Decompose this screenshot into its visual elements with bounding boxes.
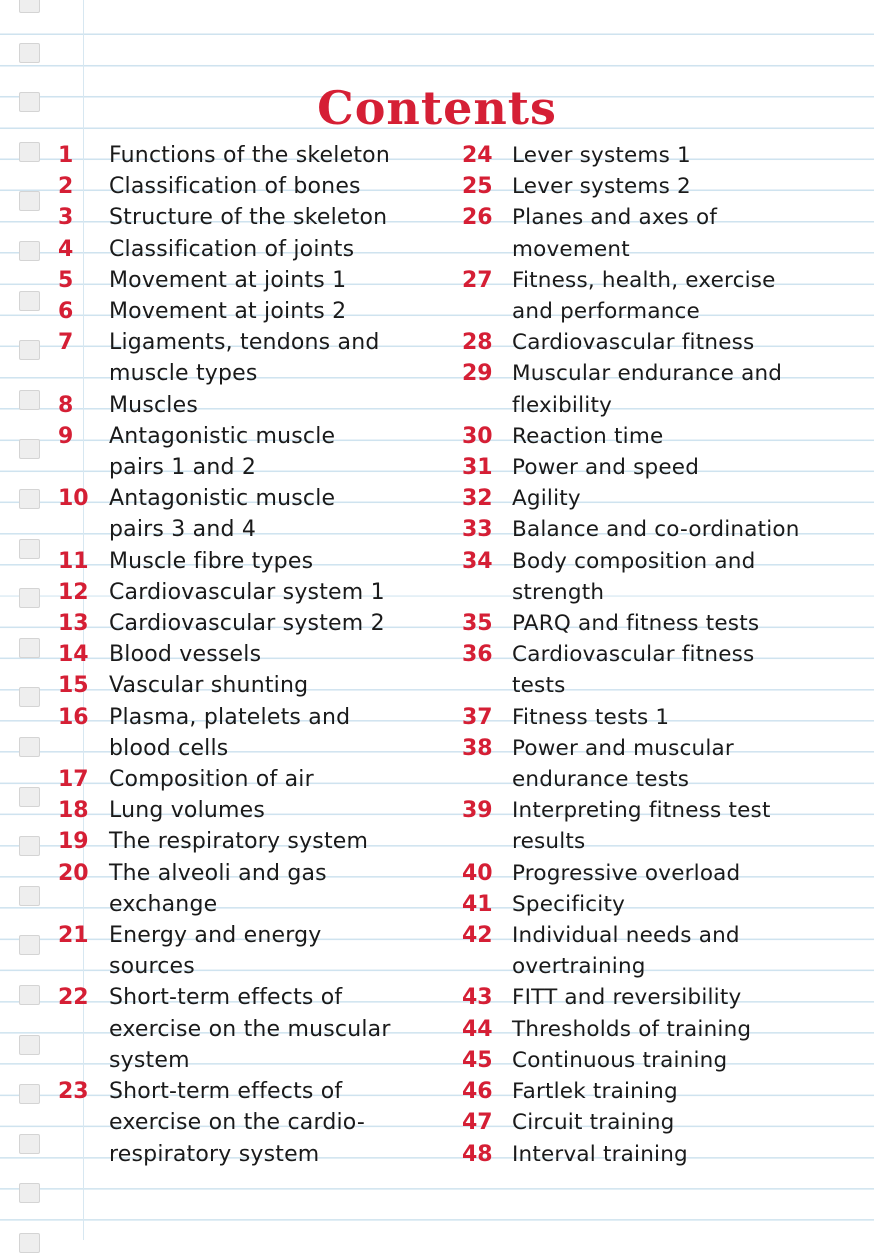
entry-number: 12 — [58, 579, 89, 605]
entry-title-line: Fitness, health, exercise — [512, 267, 776, 293]
entry-number: 3 — [58, 205, 74, 231]
entry-number: 40 — [462, 860, 493, 886]
binder-hole — [19, 687, 40, 707]
entry-title — [512, 265, 862, 327]
contents-entry — [462, 1139, 862, 1170]
entry-number: 18 — [58, 798, 89, 824]
contents-entry — [462, 327, 862, 358]
entry-title-line: Composition of air — [109, 767, 314, 793]
contents-entry — [58, 171, 438, 202]
entry-title — [512, 639, 862, 701]
entry-number: 45 — [462, 1047, 493, 1073]
binder-hole — [19, 737, 40, 757]
entry-title-line: Antagonistic muscle — [109, 486, 336, 512]
entry-title — [109, 982, 438, 1076]
binder-hole — [19, 191, 40, 211]
entry-title-line: Cardiovascular fitness — [512, 330, 755, 356]
entry-title-line: movement — [512, 236, 630, 262]
entry-title — [512, 514, 862, 545]
entry-title — [109, 171, 438, 202]
entry-title — [512, 795, 862, 857]
entry-number: 31 — [462, 455, 493, 481]
contents-entry — [58, 202, 438, 233]
contents-entry — [58, 982, 438, 1076]
contents-entry — [58, 234, 438, 265]
entry-title-line: Power and speed — [512, 455, 700, 481]
entry-number: 10 — [58, 486, 89, 512]
contents-entry — [58, 702, 438, 764]
contents-entry — [58, 265, 438, 296]
entry-title — [512, 702, 862, 733]
entry-title-line: FITT and reversibility — [512, 985, 742, 1011]
entry-title-line: muscle types — [109, 361, 258, 387]
entry-number: 16 — [58, 704, 89, 730]
contents-entry — [58, 577, 438, 608]
entry-title-line: Interval training — [512, 1141, 688, 1167]
entry-number: 2 — [58, 174, 74, 200]
entry-title — [512, 1139, 862, 1170]
entry-number: 34 — [462, 548, 493, 574]
entry-title-line: Short-term effects of — [109, 985, 343, 1011]
entry-title-line: Balance and co-ordination — [512, 517, 800, 543]
entry-title-line: strength — [512, 579, 605, 605]
contents-entry — [462, 1045, 862, 1076]
entry-number: 13 — [58, 611, 89, 637]
binder-hole — [19, 390, 40, 410]
entry-title-line: pairs 3 and 4 — [109, 517, 257, 543]
binder-hole — [19, 1035, 40, 1055]
entry-title — [512, 982, 862, 1013]
entry-title — [109, 920, 438, 982]
entry-title — [512, 171, 862, 202]
entry-title — [109, 608, 438, 639]
entry-title-line: Cardiovascular system 2 — [109, 611, 385, 637]
entry-number: 6 — [58, 299, 74, 325]
entry-title-line: Agility — [512, 486, 581, 512]
contents-entry — [462, 795, 862, 857]
contents-entry — [462, 639, 862, 701]
entry-title — [109, 140, 438, 171]
entry-title-line: Continuous training — [512, 1047, 728, 1073]
entry-title — [109, 390, 438, 421]
contents-entry — [58, 920, 438, 982]
entry-number: 22 — [58, 985, 89, 1011]
entry-title-line: overtraining — [512, 954, 646, 980]
entry-number: 44 — [462, 1016, 493, 1042]
contents-entry — [58, 858, 438, 920]
entry-title-line: Lung volumes — [109, 798, 266, 824]
binder-hole — [19, 1084, 40, 1104]
entry-number: 17 — [58, 767, 89, 793]
entry-title-line: Short-term effects of — [109, 1079, 343, 1105]
binder-hole — [19, 0, 40, 13]
contents-entry — [462, 920, 862, 982]
binder-hole — [19, 539, 40, 559]
entry-title — [109, 296, 438, 327]
entry-title-line: The alveoli and gas — [109, 860, 327, 886]
entry-title-line: Movement at joints 2 — [109, 299, 347, 325]
entry-number: 33 — [462, 517, 493, 543]
contents-entry — [462, 1107, 862, 1138]
contents-entry — [462, 733, 862, 795]
entry-title-line: The respiratory system — [109, 829, 369, 855]
entry-number: 8 — [58, 392, 74, 418]
binder-hole — [19, 142, 40, 162]
contents-entry — [58, 795, 438, 826]
binder-hole — [19, 588, 40, 608]
contents-entry — [462, 1076, 862, 1107]
binder-hole — [19, 638, 40, 658]
entry-title-line: Individual needs and — [512, 923, 740, 949]
entry-title — [512, 421, 862, 452]
entry-title — [109, 826, 438, 857]
entry-number: 20 — [58, 860, 89, 886]
entry-title — [109, 639, 438, 670]
binder-hole — [19, 43, 40, 63]
entry-title-line: blood cells — [109, 735, 229, 761]
entry-number: 25 — [462, 174, 493, 200]
contents-entry — [58, 421, 438, 483]
contents-entry — [462, 140, 862, 171]
entry-title-line: system — [109, 1047, 190, 1073]
entry-title-line: exercise on the muscular — [109, 1016, 391, 1042]
entry-title-line: Antagonistic muscle — [109, 423, 336, 449]
entry-number: 35 — [462, 611, 493, 637]
entry-number: 43 — [462, 985, 493, 1011]
entry-title — [109, 234, 438, 265]
entry-title-line: Fartlek training — [512, 1079, 678, 1105]
contents-entry — [58, 140, 438, 171]
contents-entry — [58, 1076, 438, 1170]
entry-title-line: Specificity — [512, 891, 626, 917]
entry-title — [512, 1014, 862, 1045]
entry-title-line: and performance — [512, 299, 700, 325]
entry-title-line: Cardiovascular system 1 — [109, 579, 385, 605]
entry-title-line: Energy and energy — [109, 923, 322, 949]
contents-entry — [462, 702, 862, 733]
contents-entry — [58, 639, 438, 670]
entry-title — [109, 265, 438, 296]
entry-title-line: Movement at joints 1 — [109, 267, 347, 293]
entry-title — [512, 452, 862, 483]
contents-entry — [462, 358, 862, 420]
contents-entry — [462, 982, 862, 1013]
contents-entry — [462, 858, 862, 889]
entry-title-line: Power and muscular — [512, 735, 734, 761]
entry-title-line: results — [512, 829, 586, 855]
entry-number: 47 — [462, 1110, 493, 1136]
entry-title — [109, 483, 438, 545]
entry-title-line: Functions of the skeleton — [109, 143, 390, 168]
binder-hole — [19, 886, 40, 906]
entry-number: 23 — [58, 1079, 89, 1105]
entry-number: 14 — [58, 642, 89, 668]
entry-title-line: sources — [109, 954, 195, 980]
entry-number: 46 — [462, 1079, 493, 1105]
entry-title — [109, 546, 438, 577]
entry-title — [109, 702, 438, 764]
entry-title — [109, 764, 438, 795]
entry-number: 5 — [58, 267, 74, 293]
entry-number: 48 — [462, 1141, 493, 1167]
entry-title-line: Thresholds of training — [512, 1016, 752, 1042]
entry-number: 24 — [462, 143, 493, 168]
entry-title-line: Circuit training — [512, 1110, 675, 1136]
entry-title-line: Structure of the skeleton — [109, 205, 388, 231]
page-title: Contents — [317, 81, 557, 135]
binder-hole — [19, 241, 40, 261]
entry-title — [109, 577, 438, 608]
entry-title-line: Vascular shunting — [109, 673, 309, 699]
entry-title — [512, 733, 862, 795]
binder-hole — [19, 985, 40, 1005]
entry-title — [512, 858, 862, 889]
entry-title-line: tests — [512, 673, 566, 699]
entry-number: 30 — [462, 423, 493, 449]
entry-title-line: Plasma, platelets and — [109, 704, 351, 730]
entry-number: 4 — [58, 236, 74, 262]
entry-title-line: Body composition and — [512, 548, 756, 574]
entry-title — [109, 421, 438, 483]
binder-hole — [19, 1134, 40, 1154]
contents-entry — [462, 265, 862, 327]
entry-title-line: flexibility — [512, 392, 613, 418]
entry-title — [109, 202, 438, 233]
contents-entry — [462, 514, 862, 545]
entry-number: 11 — [58, 548, 89, 574]
contents-entry — [462, 171, 862, 202]
entry-title-line: exercise on the cardio- — [109, 1110, 365, 1136]
entry-title-line: Lever systems 1 — [512, 143, 691, 168]
entry-number: 27 — [462, 267, 493, 293]
entry-number: 38 — [462, 735, 493, 761]
entry-title-line: Classification of bones — [109, 174, 361, 200]
entry-number: 1 — [58, 143, 74, 168]
contents-entry — [58, 670, 438, 701]
entry-number: 39 — [462, 798, 493, 824]
entry-title-line: Reaction time — [512, 423, 664, 449]
contents-entry — [58, 608, 438, 639]
entry-title-line: Classification of joints — [109, 236, 355, 262]
entry-title-line: Fitness tests 1 — [512, 704, 670, 730]
entry-title — [512, 1045, 862, 1076]
binder-hole — [19, 935, 40, 955]
entry-number: 28 — [462, 330, 493, 356]
entry-title — [109, 795, 438, 826]
binder-hole — [19, 439, 40, 459]
entry-title-line: exchange — [109, 891, 218, 917]
contents-entry — [58, 764, 438, 795]
entry-title — [512, 358, 862, 420]
entry-number: 36 — [462, 642, 493, 668]
entry-title-line: Interpreting fitness test — [512, 798, 771, 824]
entry-title-line: Muscle fibre types — [109, 548, 314, 574]
entry-number: 26 — [462, 205, 493, 231]
contents-entry — [58, 296, 438, 327]
entry-number: 32 — [462, 486, 493, 512]
contents-entry — [462, 483, 862, 514]
entry-number: 9 — [58, 423, 74, 449]
entry-title — [512, 608, 862, 639]
binder-hole — [19, 291, 40, 311]
binder-hole — [19, 489, 40, 509]
entry-title — [109, 858, 438, 920]
binder-hole — [19, 1183, 40, 1203]
contents-entry — [462, 421, 862, 452]
contents-entry — [58, 327, 438, 389]
entry-title — [109, 670, 438, 701]
entry-title — [512, 546, 862, 608]
entry-number: 21 — [58, 923, 89, 949]
entry-number: 41 — [462, 891, 493, 917]
contents-entry — [58, 483, 438, 545]
entry-title-line: Muscular endurance and — [512, 361, 783, 387]
entry-number: 42 — [462, 923, 493, 949]
entry-title — [512, 327, 862, 358]
entry-title-line: Lever systems 2 — [512, 174, 691, 200]
entry-title-line: endurance tests — [512, 767, 690, 793]
contents-entry — [462, 452, 862, 483]
entry-title-line: pairs 1 and 2 — [109, 455, 257, 481]
entry-title — [512, 920, 862, 982]
entry-number: 29 — [462, 361, 493, 387]
entry-number: 19 — [58, 829, 89, 855]
entry-number: 37 — [462, 704, 493, 730]
entry-title-line: Progressive overload — [512, 860, 741, 886]
binder-holes — [19, 0, 43, 1240]
entry-title — [512, 140, 862, 171]
binder-hole — [19, 787, 40, 807]
entry-title-line: respiratory system — [109, 1141, 320, 1167]
entry-title — [512, 202, 862, 264]
contents-left-column — [58, 140, 438, 1170]
entry-title — [109, 1076, 438, 1170]
contents-right-column — [462, 140, 862, 1170]
binder-hole — [19, 340, 40, 360]
entry-title — [512, 889, 862, 920]
entry-title — [512, 483, 862, 514]
entry-title — [109, 327, 438, 389]
entry-number: 15 — [58, 673, 89, 699]
contents-entry — [462, 202, 862, 264]
entry-number: 7 — [58, 330, 74, 356]
contents-entry — [462, 1014, 862, 1045]
contents-entry — [462, 889, 862, 920]
contents-entry — [462, 546, 862, 608]
entry-title-line: Cardiovascular fitness — [512, 642, 755, 668]
entry-title-line: PARQ and fitness tests — [512, 611, 760, 637]
contents-entry — [58, 546, 438, 577]
contents-entry — [462, 608, 862, 639]
entry-title-line: Blood vessels — [109, 642, 262, 668]
contents-entry — [58, 826, 438, 857]
entry-title — [512, 1076, 862, 1107]
binder-hole — [19, 1233, 40, 1253]
binder-hole — [19, 836, 40, 856]
entry-title-line: Muscles — [109, 392, 198, 418]
entry-title — [512, 1107, 862, 1138]
contents-entry — [58, 390, 438, 421]
entry-title-line: Planes and axes of — [512, 205, 718, 231]
entry-title-line: Ligaments, tendons and — [109, 330, 380, 356]
